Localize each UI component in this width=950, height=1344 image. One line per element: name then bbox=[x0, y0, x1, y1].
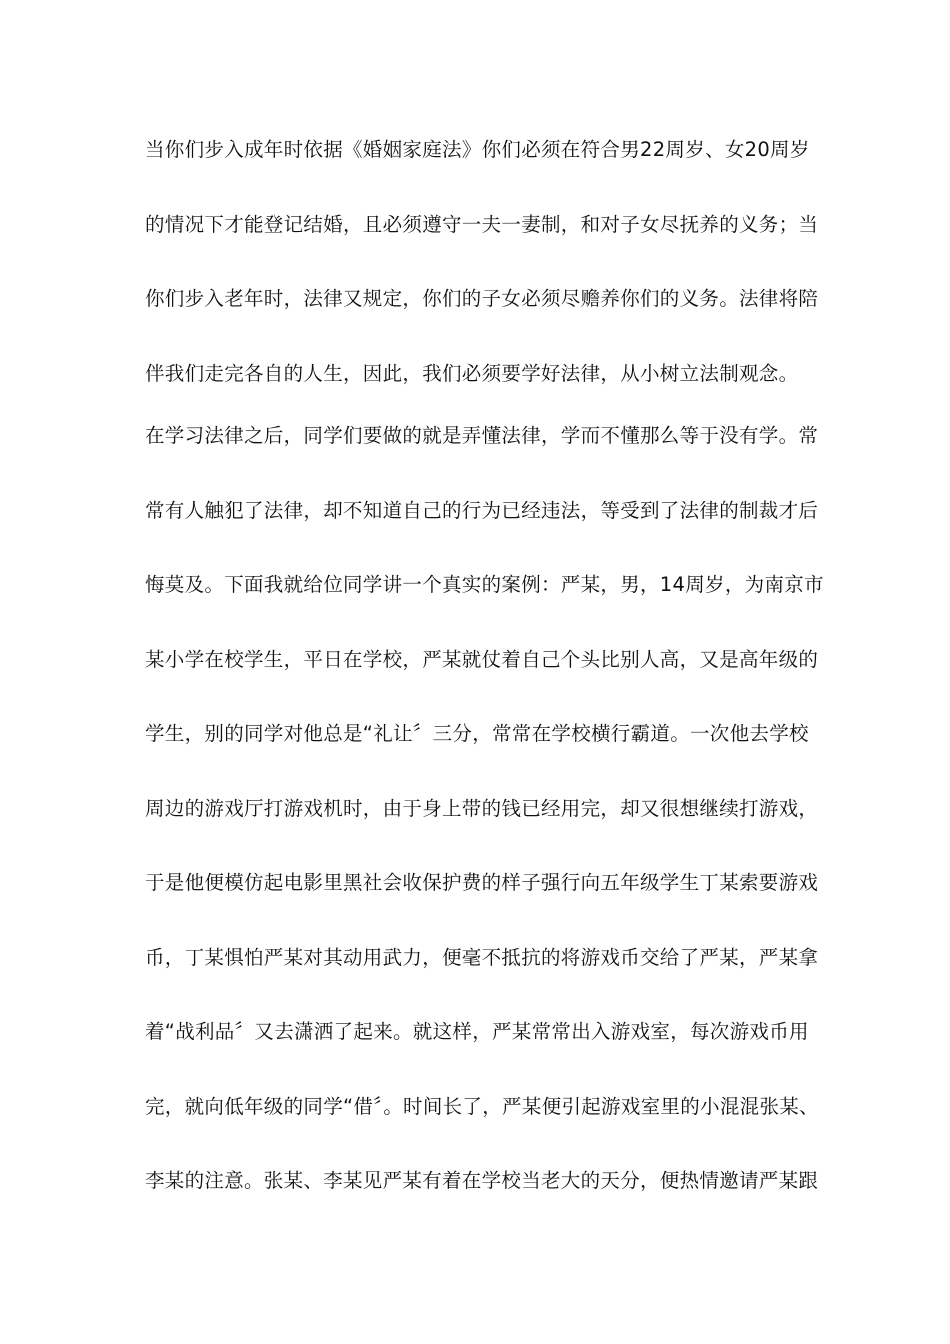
text-line-10: 周边的游戏厅打游戏机时，由于身上带的钱已经用完，却又很想继续打游戏， bbox=[145, 797, 819, 820]
text-line-6: 常有人触犯了法律，却不知道自己的行为已经违法，等受到了法律的制裁才后 bbox=[145, 499, 819, 522]
text-line-9: 学生，别的同学对他总是“礼让〞三分，常常在学校横行霸道。一次他去学校 bbox=[145, 722, 809, 745]
text-line-8: 某小学在校学生，平日在学校，严某就仗着自己个头比别人高，又是高年级的 bbox=[145, 648, 819, 671]
text-line-2: 的情况下才能登记结婚，且必须遵守一夫一妻制，和对子女尽抚养的义务；当 bbox=[145, 213, 819, 236]
text-line-3: 你们步入老年时，法律又规定，你们的子女必须尽赡养你们的义务。法律将陪 bbox=[145, 287, 819, 310]
text-line-11: 于是他便模仿起电影里黑社会收保护费的样子强行向五年级学生丁某索要游戏 bbox=[145, 871, 819, 894]
text-line-15: 李某的注意。张某、李某见严某有着在学校当老大的天分，便热情邀请严某跟 bbox=[145, 1169, 819, 1192]
text-line-4: 伴我们走完各自的人生，因此，我们必须要学好法律，从小树立法制观念。 bbox=[145, 362, 799, 385]
text-line-1: 当你们步入成年时依据《婚姻家庭法》你们必须在符合男22周岁、女20周岁 bbox=[145, 138, 810, 161]
text-line-12: 币，丁某惧怕严某对其动用武力，便毫不抵抗的将游戏币交给了严某，严某拿 bbox=[145, 946, 819, 969]
text-line-14: 完，就向低年级的同学“借〞。时间长了，严某便引起游戏室里的小混混张某、 bbox=[145, 1095, 819, 1118]
text-line-13: 着“战利品〞又去潇洒了起来。就这样，严某常常出入游戏室，每次游戏币用 bbox=[145, 1020, 809, 1043]
text-line-5: 在学习法律之后，同学们要做的就是弄懂法律，学而不懂那么等于没有学。常 bbox=[145, 424, 819, 447]
text-line-7: 悔莫及。下面我就给位同学讲一个真实的案例：严某，男，14周岁，为南京市 bbox=[145, 573, 824, 596]
